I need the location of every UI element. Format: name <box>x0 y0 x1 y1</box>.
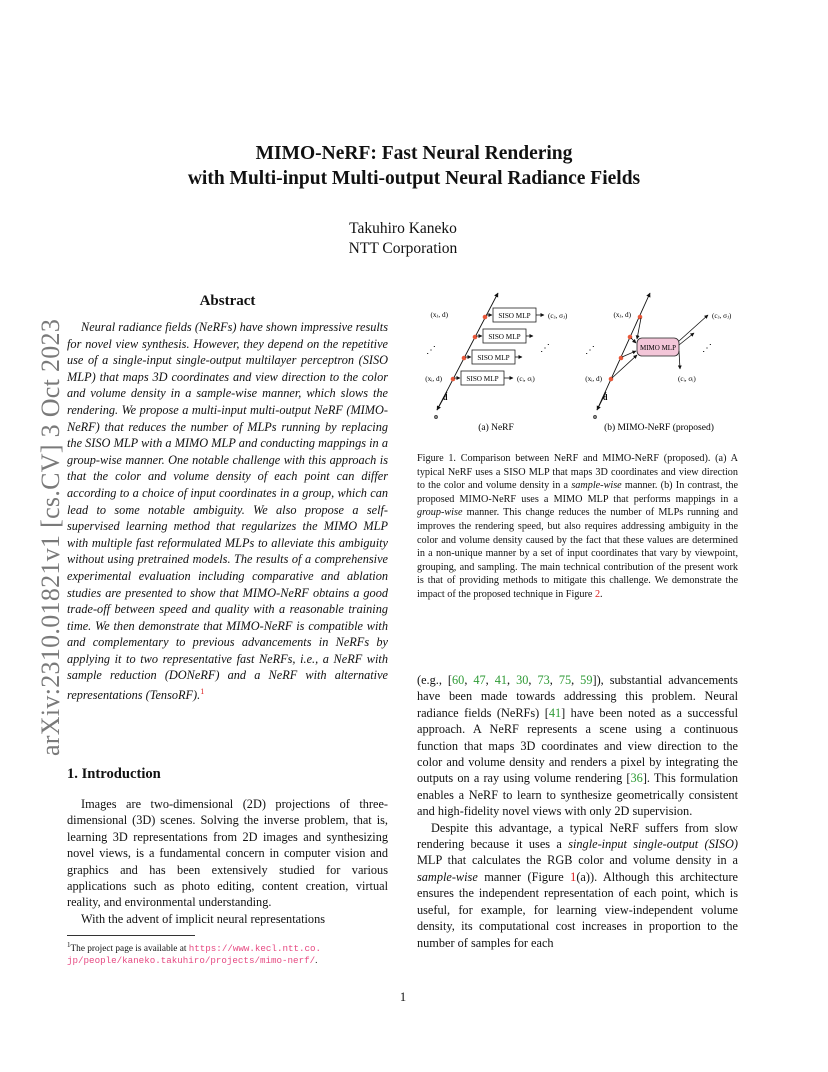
body-text: (a)). Although this architecture ensures the independent representation of each point, which is useful, for example, for learning view-independent volume density, its computational cost increases in proportion to the number of samples for each <box>417 869 739 950</box>
mimo-arrow-in <box>631 338 636 343</box>
caption-emphasis: sample-wise <box>571 480 622 492</box>
body-emphasis: single-input single-output (SISO) <box>568 837 738 852</box>
mimo-o-label: o <box>593 412 597 421</box>
nerf-ellipsis-left: ⋰ <box>426 345 436 356</box>
footnote-mark: 1 <box>67 941 71 949</box>
body-text: Despite this advantage, a typical NeRF suffers from slow rendering because it uses a <box>417 820 738 852</box>
abstract-footnote-mark[interactable]: 1 <box>200 687 205 697</box>
mimo-arrow-out <box>679 351 680 369</box>
body-text: (e.g., [ <box>417 673 453 687</box>
nerf-input-j: (xⱼ, d) <box>430 311 448 319</box>
nerf-sample-point <box>473 335 478 340</box>
intro-paragraph-1: Images are two-dimensional (2D) projections of three-dimensional (3D) scenes. Solving the inverse problem, that is, learning 3D representations from 2D images and synthesizing novel views, is a fundamental concern in computer vision and graphics and has been extensively studied for various applications such as photo editing, content creation, virtual reality, and environmental understanding. <box>67 797 388 910</box>
author-name: Takuhiro Kaneko <box>349 220 457 237</box>
author-block <box>0 219 806 259</box>
mimo-input-i: (xᵢ, d) <box>585 375 602 383</box>
nerf-output-j: (cⱼ, σⱼ) <box>548 312 568 320</box>
caption-text: . <box>600 588 603 600</box>
figure-1b-label: (b) MIMO-NeRF (proposed) <box>604 423 714 433</box>
citation[interactable]: 60 <box>452 673 465 687</box>
siso-mlp-label-1: SISO MLP <box>498 312 531 320</box>
citation[interactable]: 73 <box>537 673 550 687</box>
intro-heading: 1. Introduction <box>67 766 161 782</box>
mimo-output-i: (cᵢ, σᵢ) <box>678 375 696 383</box>
mimo-arrow-in <box>622 351 636 357</box>
mimo-d-label: d <box>603 393 608 402</box>
right-paragraph-2 <box>417 820 738 951</box>
arxiv-identifier: arXiv:2310.01821v1 [cs.CV] 3 Oct 2023 <box>36 318 65 756</box>
caption-text: manner. (b) In contrast, the proposed MIMO-NeRF uses a MIMO MLP that performs mappings in a <box>417 480 738 505</box>
right-paragraph-1: (e.g., [60, 47, 41, 30, 73, 75, 59]), substantial advancements have been made towards addressing this problem. Neural radiance fields (NeRFs) [41] have been noted as a successful approach. A NeRF represents a scene using a continuous function that maps 3D coordinates and view direction to the color and volume density and renders a pixel by integrating the outputs on a ray using volume rendering [36]. This formulation enables a NeRF to learn to synthesize geometrically consistent and high-fidelity novel views with only 2D supervision. <box>417 673 738 819</box>
caption-text: manner. This change reduces the number of MLPs running and improves the rendering speed, but also requires addressing ambiguity in the color and volume density caused by the fact that these values are determined in a non-unique manner by a set of input coordinates that vary by viewpoint, grouping, and sampling. The main technical contribution of the present work is that of providing methods to mitigate this challenge. We demonstrate the impact of the proposed technique in Figure <box>417 507 738 600</box>
footnote-url-part-2[interactable]: jp/people/kaneko.takuhiro/projects/mimo-nerf/ <box>67 955 316 967</box>
footnote <box>67 939 388 968</box>
body-emphasis: sample-wise <box>417 869 478 884</box>
footnote-url-part-1[interactable]: https://www.kecl.ntt.co. <box>188 943 322 955</box>
intro-paragraph-2: With the advent of implicit neural representations <box>81 911 325 926</box>
siso-mlp-label-3: SISO MLP <box>477 354 510 362</box>
paper-title <box>0 141 828 191</box>
nerf-diagram <box>425 293 568 433</box>
citation[interactable]: 47 <box>473 673 486 687</box>
nerf-sample-point-i <box>451 377 456 382</box>
citation[interactable]: 59 <box>580 673 593 687</box>
nerf-sample-point <box>462 356 467 361</box>
caption-text: Figure 1. Comparison between NeRF and MIMO-NeRF (proposed). (a) A typical NeRF uses a SISO MLP that maps 3D coordinates and view direction to the color and volume density in a <box>417 453 738 492</box>
citation[interactable]: 41 <box>494 673 508 687</box>
nerf-o-label: o <box>434 412 438 421</box>
figure-1-diagram <box>412 285 742 435</box>
nerf-ellipsis-right: ⋰ <box>540 343 550 354</box>
caption-emphasis: group-wise <box>417 507 463 519</box>
nerf-input-i: (xᵢ, d) <box>425 375 442 383</box>
body-text: MLP that calculates the RGB color and volume density in a <box>417 853 738 868</box>
figure-1a-label: (a) NeRF <box>478 423 514 433</box>
body-text: ] have been noted as a successful approach. A NeRF represents a scene using a continuous function that maps 3D coordinates and view direction to the color and volume density and renders a pixel by integrating the outputs on a ray using volume rendering [ <box>417 705 738 786</box>
citation[interactable]: 75 <box>558 673 572 687</box>
body-text: manner (Figure <box>477 869 571 884</box>
author-affiliation: NTT Corporation <box>348 240 458 257</box>
mimo-nerf-diagram <box>585 293 732 433</box>
nerf-output-i: (cᵢ, σᵢ) <box>517 375 535 383</box>
nerf-d-label: d <box>443 393 448 402</box>
footnote-rule <box>67 935 195 936</box>
intro-column <box>67 796 388 927</box>
mimo-mlp-label: MIMO MLP <box>640 344 676 352</box>
citation[interactable]: 41 <box>548 705 562 720</box>
abstract-text: Neural radiance fields (NeRFs) have shown impressive results for novel view synthesis. However, they depend on the repetitive use of a single-input single-output multilayer perceptron (SISO MLP) that maps 3D coordinates and view direction to the color and volume density in a sample-wise manner, which slows the rendering. We propose a multi-input multi-output NeRF (MIMO-NeRF) that reduces the number of MLPs running by replacing the SISO MLP with a MIMO MLP and conducting mappings in a group-wise manner. One notable challenge with this approach is that the color and volume density of each point can differ according to a choice of input coordinates in a group, which can lead to some notable ambiguity. We also propose a self-supervised learning method that regularizes the MIMO MLP with multiple fast reformulated MLPs to alleviate this ambiguity without using pretrained models. The results of a comprehensive experimental evaluation including comparative and ablation studies are presented to show that MIMO-NeRF obtains a good trade-off between speed and quality with a reasonable training time. We then demonstrate that MIMO-NeRF is compatible with and complementary to previous advancements in NeRFs by applying it to two representative fast NeRFs, i.e., a NeRF with sample reduction (DONeRF) and a NeRF with alternative representations (TensoRF). <box>67 320 388 703</box>
mimo-sample-point-j <box>638 315 643 320</box>
citation[interactable]: 36 <box>630 771 643 786</box>
figure-1-reference[interactable]: 1 <box>570 869 577 884</box>
body-text: ]), substantial advancements have been made towards addressing this problem. Neural radiance fields (NeRFs) [ <box>417 673 738 720</box>
footnote-end: . <box>315 956 318 967</box>
figure-1-caption <box>417 452 738 602</box>
mimo-ellipsis-right: ⋰ <box>702 343 712 354</box>
mimo-arrow-in <box>612 355 637 378</box>
mimo-output-j: (cⱼ, σⱼ) <box>712 312 732 320</box>
right-column <box>417 672 738 951</box>
siso-mlp-label-4: SISO MLP <box>466 375 499 383</box>
siso-mlp-label-2: SISO MLP <box>488 333 521 341</box>
abstract-body <box>67 319 388 704</box>
body-text: ]. This formulation enables a NeRF to learn to synthesize geometrically consistent and high-fidelity novel views with only 2D supervision. <box>417 771 738 819</box>
mimo-arrow-out <box>679 315 708 341</box>
footnote-text: The project page is available at <box>70 944 189 955</box>
abstract-heading: Abstract <box>199 293 256 309</box>
mimo-ellipsis-left: ⋰ <box>585 345 595 356</box>
mimo-input-j: (xⱼ, d) <box>613 311 631 319</box>
title-line-1: MIMO-NeRF: Fast Neural Rendering <box>255 143 573 164</box>
title-line-2: with Multi-input Multi-output Neural Radiance Fields <box>187 168 641 189</box>
page-number: 1 <box>399 990 407 1004</box>
citation[interactable]: 30 <box>516 673 529 687</box>
figure-2-reference[interactable]: 2 <box>594 588 601 600</box>
